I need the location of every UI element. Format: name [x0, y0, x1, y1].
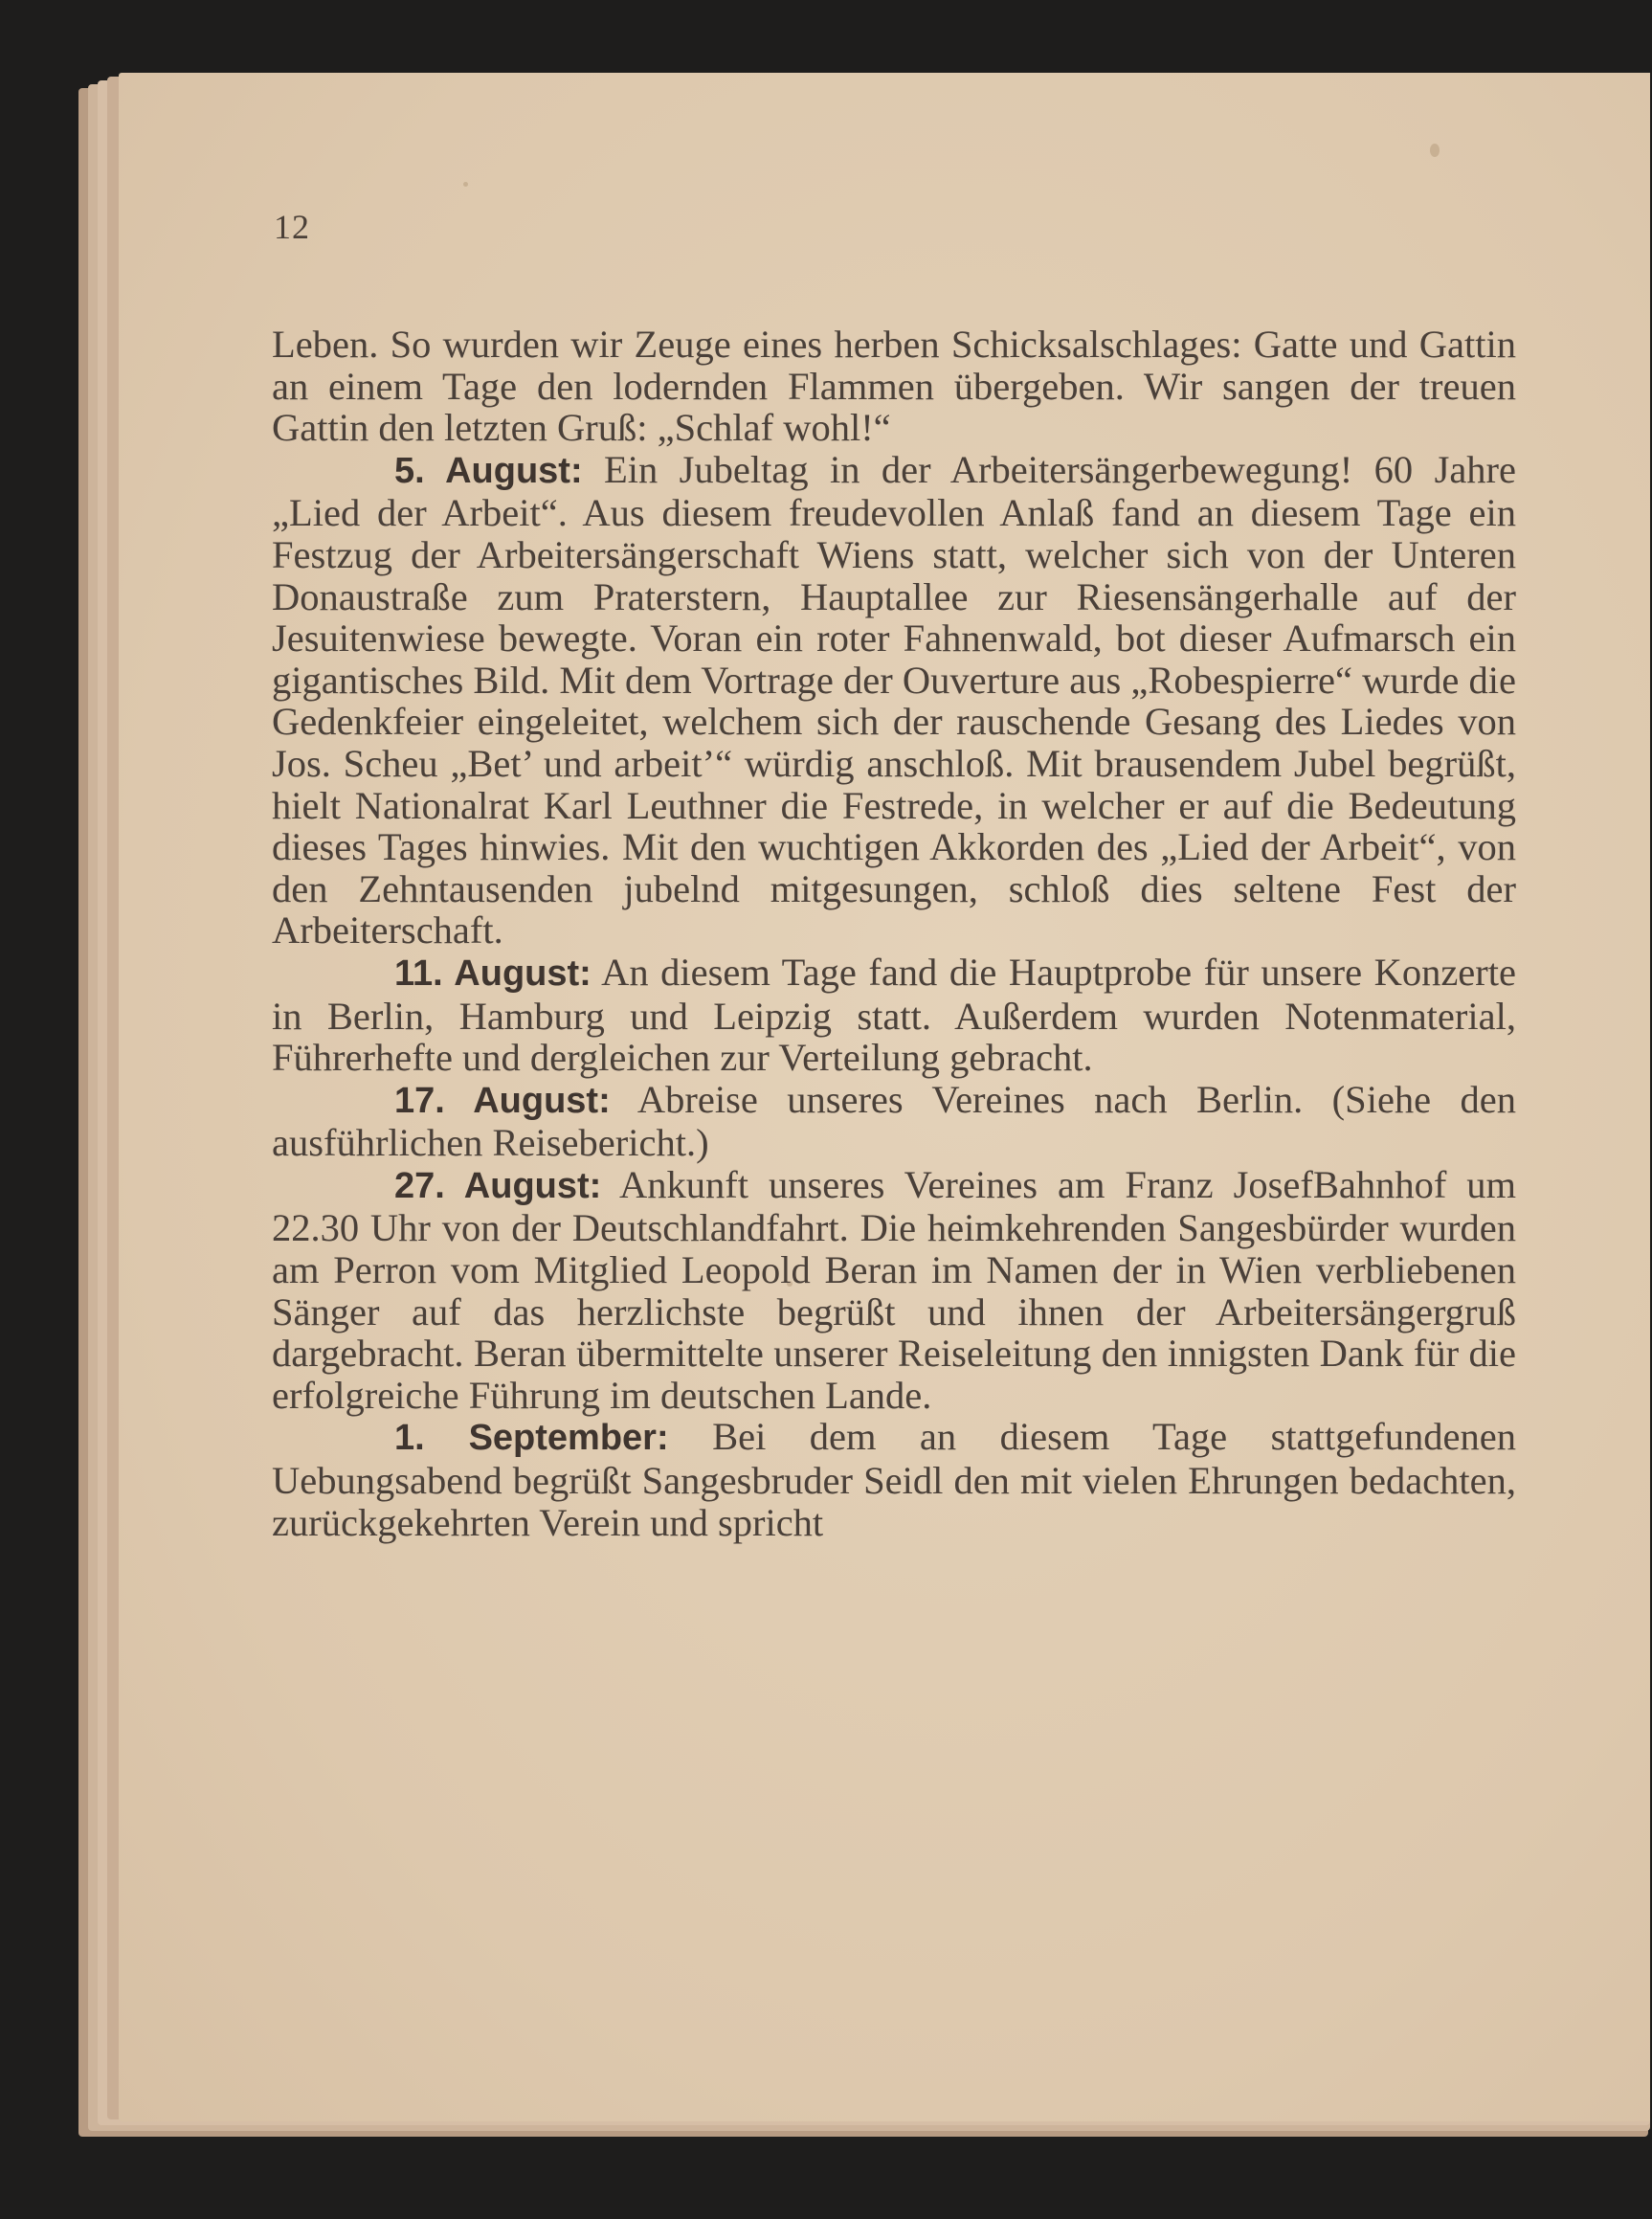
- date-heading: 17. August:: [394, 1080, 611, 1121]
- paragraph-27-august: [272, 1164, 1516, 1417]
- paragraph-1-september: [272, 1416, 1516, 1543]
- date-heading: 11. August:: [394, 953, 592, 994]
- paragraph-text: An diesem Tage fand die Hauptprobe für unsere Konzerte in Berlin, Hamburg und Leipzig statt. Außerdem wurden Notenmaterial, Führerhefte und dergleichen zur Verteilung gebracht.: [272, 950, 1516, 1080]
- date-heading: 27. August:: [394, 1165, 602, 1206]
- paragraph-text: Bei dem an diesem Tage stattgefundenen Uebungsabend begrüßt Sangesbruder Seidl den mit vielen Ehrungen bedachten, zurückgekehrten Verein und spricht: [272, 1415, 1517, 1544]
- date-heading: 5. August:: [394, 450, 583, 491]
- paper-spot: [1430, 144, 1440, 157]
- paragraph-17-august: [272, 1079, 1516, 1164]
- page-number: 12: [274, 208, 310, 246]
- date-heading: 1. September:: [394, 1418, 669, 1459]
- paragraph-text: Ankunft unseres Vereines am Franz JosefBahnhof um 22.30 Uhr von der Deutschlandfahrt. Die heimkehrenden Sangesbürder wurden am Perron vom Mitglied Leopold Beran im Namen der in Wien verbliebenen Sänger auf das herzlichste begrüßt und ihnen der Arbeitersängergruß dargebracht. Beran übermittelte unserer Reiseleitung den innigsten Dank für die erfolgreiche Führung im deutschen Lande.: [272, 1162, 1516, 1417]
- body-text: [272, 324, 1516, 1543]
- paragraph-11-august: [272, 952, 1516, 1079]
- paragraph-1: [272, 324, 1516, 449]
- paragraph-text: Ein Jubeltag in der Arbeitersängerbewegung! 60 Jahre „Lied der Arbeit“. Aus diesem freudevollen Anlaß fand an diesem Tage ein Festzug der Arbeitersängerschaft Wiens statt, welcher sich von der Unteren Donaustraße zum Praterstern, Hauptallee zur Riesensängerhalle auf der Jesuitenwiese bewegte. Voran ein roter Fahnenwald, bot dieser Aufmarsch ein gigantisches Bild. Mit dem Vortrage der Ouverture aus „Robespierre“ wurde die Gedenkfeier eingeleitet, welchem sich der rauschende Gesang des Liedes von Jos. Scheu „Bet’ und arbeit’“ würdig anschloß. Mit brausendem Jubel begrüßt, hielt Nationalrat Karl Leuthner die Festrede, in welcher er auf die Bedeutung dieses Tages hinwies. Mit den wuchtigen Akkorden des „Lied der Arbeit“, von den Zehntausenden jubelnd mitgesungen, schloß dies seltene Fest der Arbeiterschaft.: [272, 447, 1517, 953]
- paragraph-text: Abreise unseres Vereines nach Berlin. (Siehe den ausführlichen Reisebericht.): [272, 1077, 1516, 1165]
- paper-spot: [463, 182, 468, 187]
- paragraph-5-august: [272, 449, 1516, 952]
- paragraph-text: Leben. So wurden wir Zeuge eines herben Schicksalschlages: Gatte und Gattin an einem Tage den lodernden Flammen übergeben. Wir sangen der treuen Gattin den letzten Gruß: „Schlaf wohl!“: [272, 323, 1516, 450]
